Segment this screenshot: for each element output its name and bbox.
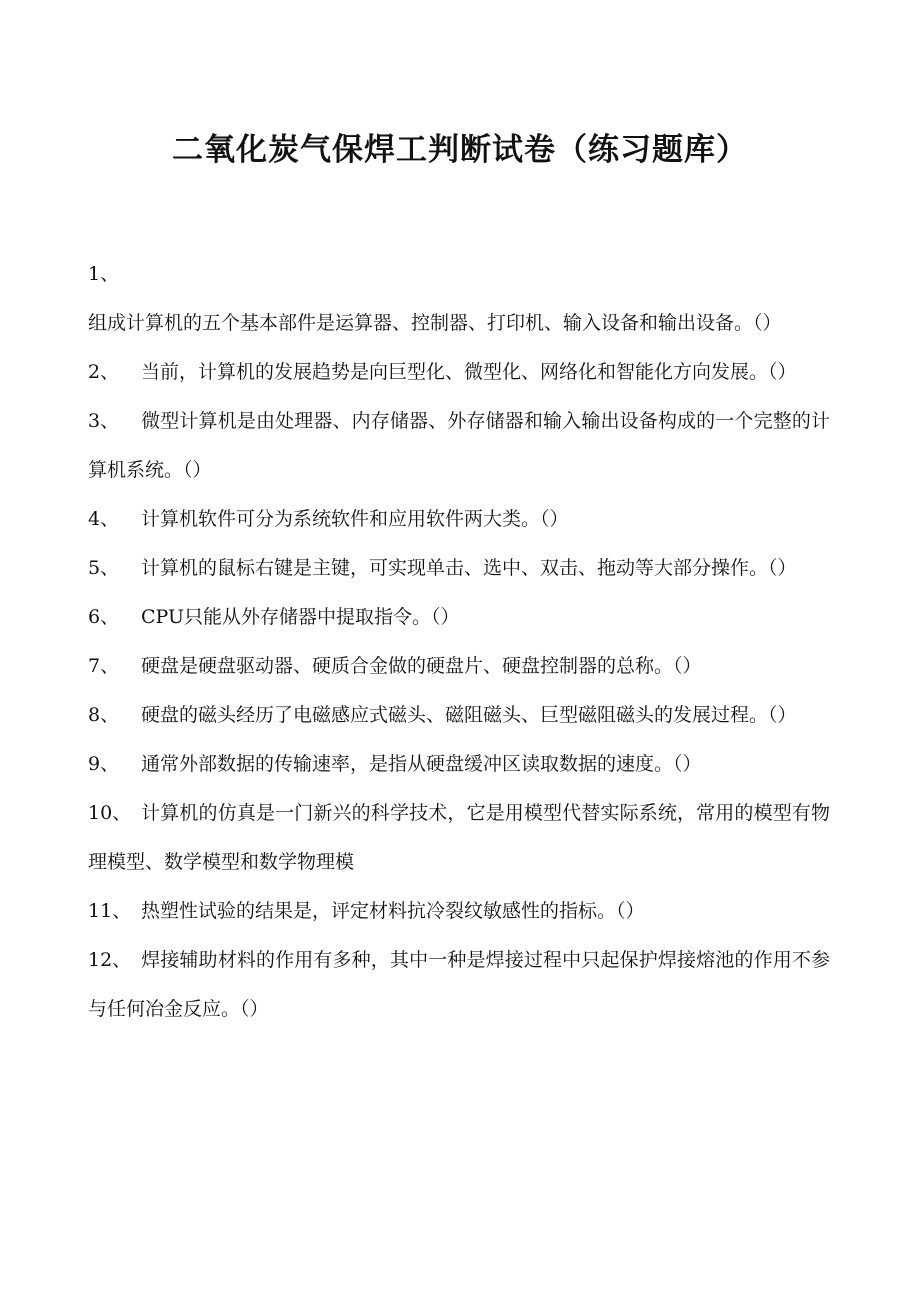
- question-number: 2、: [88, 361, 120, 383]
- question-number: 8、: [88, 704, 120, 726]
- question-text: 计算机的鼠标右键是主键，可实现单击、选中、双击、拖动等大部分操作。（）: [141, 557, 797, 579]
- question-text: 热塑性试验的结果是，评定材料抗冷裂纹敏感性的指标。（）: [141, 900, 645, 922]
- document-title: 二氧化炭气保焊工判断试卷（练习题库）: [172, 132, 748, 168]
- question-item: [88, 250, 830, 348]
- question-number: 1、: [88, 263, 120, 285]
- question-text: 当前，计算机的发展趋势是向巨型化、微型化、网络化和智能化方向发展。（）: [141, 361, 797, 383]
- question-text: 计算机软件可分为系统软件和应用软件两大类。（）: [141, 508, 569, 530]
- question-text: 微型计算机是由处理器、内存储器、外存储器和输入输出设备构成的一个完整的计算机系统。（）: [88, 410, 830, 481]
- question-number: 5、: [88, 557, 120, 579]
- question-item: [88, 397, 830, 495]
- question-item: [88, 936, 830, 1034]
- question-text: CPU只能从外存储器中提取指令。（）: [141, 606, 460, 628]
- question-item: [88, 887, 830, 936]
- question-number: 10、: [88, 802, 132, 824]
- question-list: [88, 250, 830, 1034]
- question-number: 7、: [88, 655, 120, 677]
- question-text: 硬盘的磁头经历了电磁感应式磁头、磁阻磁头、巨型磁阻磁头的发展过程。（）: [141, 704, 797, 726]
- question-text: 组成计算机的五个基本部件是运算器、控制器、打印机、输入设备和输出设备。（）: [88, 312, 782, 334]
- question-item: [88, 642, 830, 691]
- question-number: 6、: [88, 606, 120, 628]
- question-item: [88, 691, 830, 740]
- question-number: 11、: [88, 900, 132, 922]
- question-item: [88, 544, 830, 593]
- question-number: 4、: [88, 508, 120, 530]
- question-number: 3、: [88, 410, 120, 432]
- question-item: [88, 495, 830, 544]
- question-item: [88, 740, 830, 789]
- question-text: 硬盘是硬盘驱动器、硬质合金做的硬盘片、硬盘控制器的总称。（）: [141, 655, 702, 677]
- question-item: [88, 348, 830, 397]
- question-item: [88, 593, 830, 642]
- question-number: 12、: [88, 949, 132, 971]
- question-number: 9、: [88, 753, 120, 775]
- question-text: 焊接辅助材料的作用有多种，其中一种是焊接过程中只起保护焊接熔池的作用不参与任何冶金反应。（）: [88, 949, 830, 1020]
- question-text: 计算机的仿真是一门新兴的科学技术，它是用模型代替实际系统，常用的模型有物理模型、数学模型和数学物理模: [88, 802, 830, 873]
- question-item: [88, 789, 830, 887]
- question-text: 通常外部数据的传输速率，是指从硬盘缓冲区读取数据的速度。（）: [141, 753, 702, 775]
